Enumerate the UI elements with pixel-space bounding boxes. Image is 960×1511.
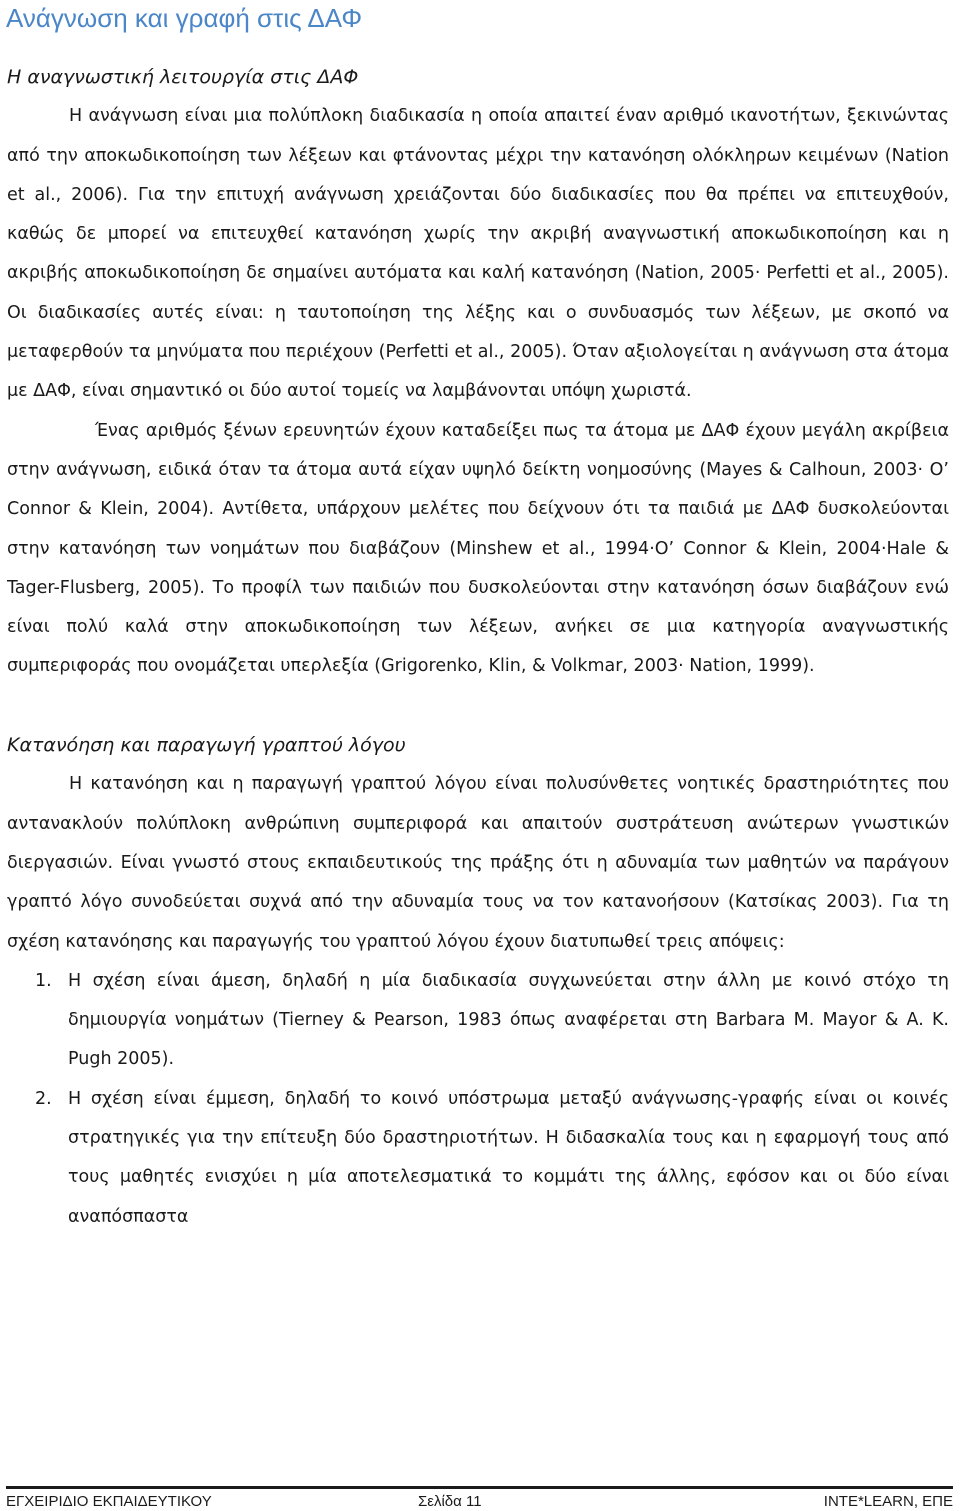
section-heading-reading: Η αναγνωστική λειτουργία στις ΔΑΦ <box>7 66 359 88</box>
section-spacer <box>7 687 949 726</box>
paragraph: Ένας αριθμός ξένων ερευνητών έχουν καταδείξει πως τα άτομα με ΔΑΦ έχουν μεγάλη ακρίβεια στην ανάγνωση, ειδικά όταν τα άτομα αυτά είχαν υψηλό δείκτη νοημοσύνης (Mayes & Calhoun, 2003· O’ Connor & Klein, 2004). Αντίθετα, υπάρχουν μελέτες που δείχνουν ότι τα παιδιά με ΔΑΦ δυσκολεύονται στην κατανόηση των νοημάτων που διαβάζουν (Minshew et al., 1994·O’ Connor & Klein, 2004·Hale & Tager-Flusberg, 2005). Το προφίλ των παιδιών που δυσκολεύονται στην κατανόηση όσων διαβάζουν ενώ είναι πολύ καλά στην αποκωδικοποίηση των λέξεων, ανήκει σε μια κατηγορία αναγνωστικής συμπεριφοράς που ονομάζεται υπερλεξία (Grigorenko, Klin, & Volkmar, 2003· Nation, 1999). <box>7 420 949 677</box>
numbered-list <box>7 962 949 1237</box>
list-item-number: 2. <box>35 1088 52 1109</box>
document-body <box>7 58 949 1237</box>
footer-right-text: INTE*LEARN, ΕΠΕ <box>823 1493 953 1510</box>
page-number: Σελίδα 11 <box>418 1493 482 1510</box>
list-item <box>7 962 949 1080</box>
list-item <box>7 1080 949 1237</box>
page-title: Ανάγνωση και γραφή στις ΔΑΦ <box>6 3 363 33</box>
section-heading-comprehension: Κατανόηση και παραγωγή γραπτού λόγου <box>7 734 406 757</box>
list-item-text: Η σχέση είναι άμεση, δηλαδή η μία διαδικασία συγχωνεύεται στην άλλη με κοινό στόχο τη δημιουργία νοημάτων (Tierney & Pearson, 1983 όπως αναφέρεται στη Barbara M. Mayor & A. K. Pugh 2005). <box>68 970 949 1070</box>
footer-left-text: ΕΓΧΕΙΡΙΔΙΟ ΕΚΠΑΙΔΕΥΤΙΚΟΥ <box>6 1493 212 1510</box>
paragraph: Η ανάγνωση είναι μια πολύπλοκη διαδικασία η οποία απαιτεί έναν αριθμό ικανοτήτων, ξεκινώντας από την αποκωδικοποίηση των λέξεων και φτάνοντας μέχρι την κατανόηση ολόκληρων κειμένων (Nation et al., 2006). Για την επιτυχή ανάγνωση χρειάζονται δύο διαδικασίες που θα πρέπει να επιτευχθούν, καθώς δε μπορεί να επιτευχθεί κατανόηση χωρίς την ακριβή αναγνωστική αποκωδικοποίηση και η ακριβής αποκωδικοποίηση δε σημαίνει αυτόματα και καλή κατανόηση (Nation, 2005· Perfetti et al., 2005). Οι διαδικασίες αυτές είναι: η ταυτοποίηση της λέξης και ο συνδυασμός των λέξεων, με σκοπό να μεταφερθούν τα μηνύματα που περιέχουν (Perfetti et al., 2005). Όταν αξιολογείται η ανάγνωση στα άτομα με ΔΑΦ, είναι σημαντικό οι δύο αυτοί τομείς να λαμβάνονται υπόψη χωριστά. <box>7 106 949 402</box>
list-item-number: 1. <box>35 970 52 991</box>
paragraph: Η κατανόηση και η παραγωγή γραπτού λόγου είναι πολυσύνθετες νοητικές δραστηριότητες που αντανακλούν πολύπλοκη ανθρώπινη συμπεριφορά και απαιτούν συστράτευση ανώτερων γνωστικών διεργασιών. Είναι γνωστό στους εκπαιδευτικούς της πράξης ότι η αδυναμία των μαθητών να παράγουν γραπτό λόγο συνοδεύεται συχνά από την αδυναμία τους να τον κατανοήσουν (Κατσίκας 2003). Για τη σχέση κατανόησης και παραγωγής του γραπτού λόγου έχουν διατυπωθεί τρεις απόψεις: <box>7 774 949 952</box>
page-footer <box>6 1486 953 1510</box>
list-item-text: Η σχέση είναι έμμεση, δηλαδή το κοινό υπόστρωμα μεταξύ ανάγνωσης-γραφής είναι οι κοινές στρατηγικές για την επίτευξη δύο δραστηριοτήτων. Η διδασκαλία τους και η εφαρμογή τους από τους μαθητές ενισχύει η μία αποτελεσματικά το κομμάτι της άλλης, εφόσον και οι δύο είναι αναπόσπαστα <box>68 1088 949 1227</box>
